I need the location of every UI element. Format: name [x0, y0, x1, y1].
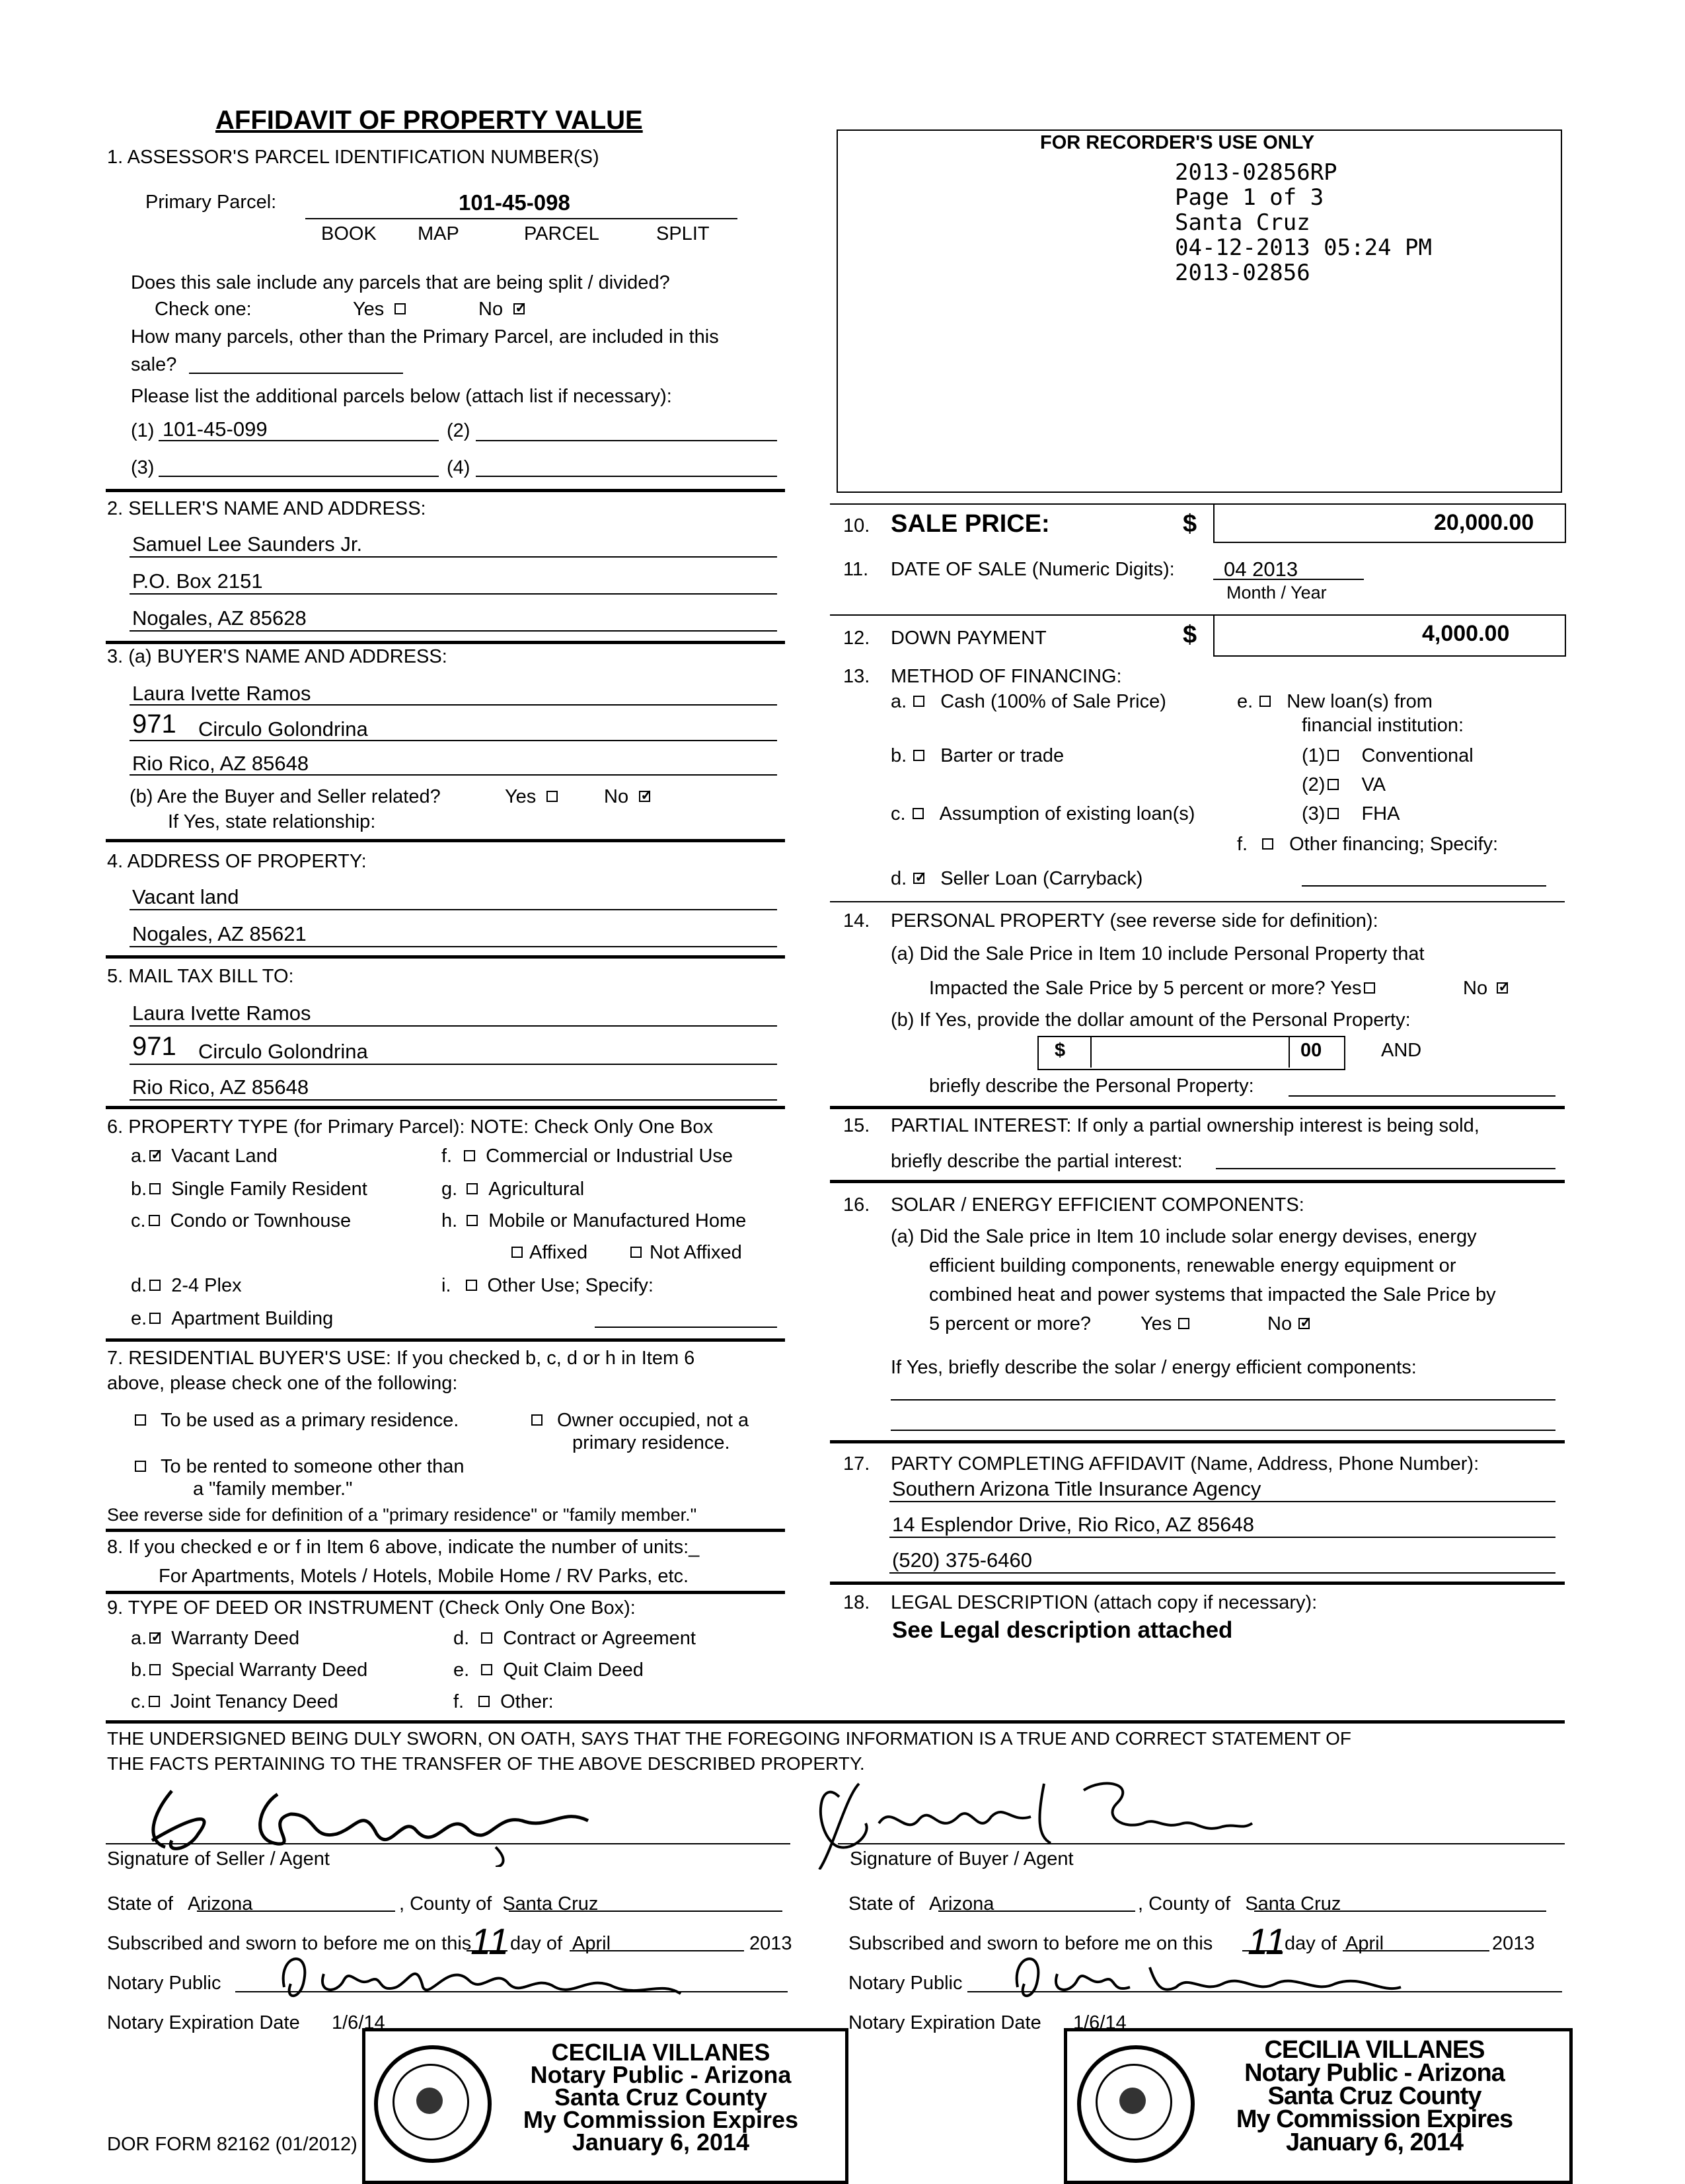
deed-e: e. Quit Claim Deed [453, 1659, 644, 1681]
down-payment-label: DOWN PAYMENT [891, 628, 1047, 649]
personal-and: AND [1381, 1040, 1422, 1061]
recorder-line-5: 2013-02856 [1175, 260, 1310, 286]
other-use-field[interactable] [595, 1327, 777, 1328]
solar-l2: efficient building components, renewable energy equipment or [929, 1255, 1456, 1276]
personal-describe: briefly describe the Personal Property: [929, 1075, 1254, 1097]
party-name[interactable]: Southern Arizona Title Insurance Agency [892, 1477, 1261, 1500]
num-16: 16. [843, 1194, 870, 1216]
buyer-month[interactable]: April [1345, 1933, 1384, 1954]
parcel-1-value[interactable]: 101-45-099 [163, 418, 268, 441]
personal-cents: 00 [1300, 1040, 1322, 1061]
ptype-not-affixed: Not Affixed [628, 1242, 742, 1264]
deed-c: c. Joint Tenancy Deed [131, 1691, 338, 1712]
parcel-2-field[interactable] [476, 440, 777, 441]
mail-tax-name[interactable]: Laura Ivette Ramos [132, 1001, 311, 1025]
seller-stamp-date: January 6, 2014 [572, 2129, 750, 2156]
buyer-label: 3. (a) BUYER'S NAME AND ADDRESS: [107, 646, 447, 667]
recorder-stamp [1175, 160, 1432, 285]
split-question: Does this sale include any parcels that are being split / divided? [131, 272, 670, 293]
parcel-col-map: MAP [418, 223, 459, 244]
buyer-addr2[interactable]: Rio Rico, AZ 85648 [132, 752, 309, 775]
seller-stamp-text [489, 2041, 833, 2154]
ptype-b: b. Single Family Resident [131, 1179, 367, 1200]
deed-a: a.✓ Warranty Deed [131, 1628, 299, 1650]
seller-name[interactable]: Samuel Lee Saunders Jr. [132, 532, 363, 556]
fin-a: a. Cash (100% of Sale Price) [891, 691, 1166, 712]
solar-l1: (a) Did the Sale price in Item 10 include solar energy devises, energy [891, 1226, 1477, 1247]
buyer-day[interactable]: 11 [1248, 1920, 1287, 1962]
sale-price-dollar: $ [1183, 510, 1197, 538]
fin-b: b. Barter or trade [891, 745, 1065, 766]
ptype-a: a.✓ Vacant Land [131, 1146, 278, 1167]
fin-e1: (1) Conventional [1302, 745, 1474, 766]
list-additional-label: Please list the additional parcels below (attach list if necessary): [131, 386, 672, 407]
deed-label: 9. TYPE OF DEED OR INSTRUMENT (Check Only One Box): [107, 1597, 636, 1619]
buyer-subscribed: Subscribed and sworn to before me on this [848, 1933, 1213, 1954]
personal-no-checkbox[interactable] [1497, 982, 1508, 994]
property-type-label: 6. PROPERTY TYPE (for Primary Parcel): NOTE: Check Only One Box [107, 1116, 713, 1138]
fin-d: d.✓ Seller Loan (Carryback) [891, 868, 1142, 890]
num-12: 12. [843, 628, 870, 649]
deed-f: f. Other: [453, 1691, 554, 1712]
parcel-1-label: (1) [131, 420, 155, 441]
split-no: No✓ [478, 299, 527, 320]
ptype-d: d. 2-4 Plex [131, 1275, 242, 1296]
ptype-c-checkbox[interactable] [149, 1215, 160, 1226]
deed-a-checkbox[interactable] [149, 1632, 161, 1644]
buyer-county[interactable]: Santa Cruz [1245, 1893, 1341, 1914]
relationship-label: If Yes, state relationship: [168, 811, 376, 832]
num-11: 11. [843, 559, 869, 580]
residential-note: See reverse side for definition of a "primary residence" or "family member." [107, 1505, 697, 1525]
ptype-e-checkbox[interactable] [149, 1313, 161, 1324]
num-17: 17. [843, 1453, 870, 1474]
property-address-line2[interactable]: Nogales, AZ 85621 [132, 922, 307, 945]
fin-e: e. New loan(s) from [1237, 691, 1433, 712]
down-payment-dollar: $ [1183, 621, 1197, 649]
parcel-3-field[interactable] [159, 476, 439, 477]
seller-day-of: day of [510, 1933, 562, 1954]
solar-no-checkbox[interactable] [1298, 1318, 1310, 1329]
num-18: 18. [843, 1592, 870, 1613]
fin-c-checkbox[interactable] [913, 808, 924, 819]
mail-tax-addr-num[interactable]: 971 [132, 1032, 176, 1061]
buyer-stamp-commission: My Commission Expires [1236, 2105, 1513, 2133]
party-label: PARTY COMPLETING AFFIDAVIT (Name, Address, Phone Number): [891, 1453, 1479, 1474]
property-address-line1[interactable]: Vacant land [132, 885, 239, 908]
deed-e-checkbox[interactable] [481, 1664, 492, 1675]
legal-value: See Legal description attached [892, 1617, 1233, 1643]
ptype-g: g. Agricultural [441, 1179, 585, 1200]
buyer-stamp-name: CECILIA VILLANES [1264, 2036, 1485, 2064]
solar-yes-checkbox[interactable] [1178, 1318, 1189, 1329]
seller-stamp-name: CECILIA VILLANES [551, 2039, 770, 2066]
ptype-h: h. Mobile or Manufactured Home [441, 1210, 747, 1231]
buyer-exp[interactable]: 1/6/14 [1073, 2012, 1127, 2033]
seller-notary-seal [374, 2045, 492, 2163]
recorder-line-3: Santa Cruz [1175, 209, 1310, 236]
primary-parcel-label: Primary Parcel: [145, 192, 277, 213]
seller-addr1[interactable]: P.O. Box 2151 [132, 569, 263, 593]
ptype-i-checkbox[interactable] [466, 1280, 477, 1291]
seller-exp-label: Notary Expiration Date [107, 2012, 300, 2033]
ptype-f-checkbox[interactable] [464, 1150, 475, 1161]
ptype-i: i. Other Use; Specify: [441, 1275, 654, 1296]
down-payment-value: 4,000.00 [1422, 621, 1510, 646]
seller-year[interactable]: 2013 [749, 1933, 792, 1954]
num-15: 15. [843, 1115, 870, 1136]
sale-price-value: 20,000.00 [1434, 510, 1534, 535]
date-of-sale-label: DATE OF SALE (Numeric Digits): [891, 559, 1175, 580]
res-opt-2-checkbox[interactable] [531, 1414, 543, 1426]
res-opt-3: To be rented to someone other than [132, 1456, 464, 1478]
related-no-checkbox[interactable] [639, 791, 650, 802]
seller-stamp-title: Notary Public - Arizona [530, 2061, 792, 2088]
deed-b-checkbox[interactable] [149, 1664, 161, 1675]
party-addr[interactable]: 14 Esplendor Drive, Rio Rico, AZ 85648 [892, 1513, 1254, 1536]
personal-a1: (a) Did the Sale Price in Item 10 include Personal Property that [891, 943, 1425, 965]
mail-tax-label: 5. MAIL TAX BILL TO: [107, 966, 294, 987]
personal-yes-checkbox[interactable] [1364, 982, 1375, 994]
primary-parcel-value[interactable]: 101-45-098 [459, 190, 570, 215]
how-many-field[interactable] [189, 373, 403, 374]
fin-a-checkbox[interactable] [913, 696, 924, 707]
seller-stamp-county: Santa Cruz County [554, 2084, 767, 2111]
parcel-col-book: BOOK [321, 223, 377, 244]
ptype-g-checkbox[interactable] [467, 1183, 478, 1194]
party-phone[interactable]: (520) 375-6460 [892, 1548, 1032, 1572]
solar-label: SOLAR / ENERGY EFFICIENT COMPONENTS: [891, 1194, 1304, 1216]
parcel-4-field[interactable] [476, 476, 777, 477]
fin-c: c. Assumption of existing loan(s) [891, 803, 1195, 824]
seller-day[interactable]: 11 [470, 1920, 509, 1962]
form-title: AFFIDAVIT OF PROPERTY VALUE [215, 106, 643, 135]
buyer-notary-seal [1077, 2045, 1195, 2163]
buyer-notary-signature[interactable] [1004, 1947, 1414, 2007]
sale-price-label: SALE PRICE: [891, 510, 1050, 538]
month-year-label: Month / Year [1226, 583, 1327, 602]
seller-month[interactable]: April [572, 1933, 611, 1954]
down-payment-box[interactable] [1213, 614, 1566, 657]
num-13: 13. [843, 666, 870, 687]
seller-subscribed: Subscribed and sworn to before me on this [107, 1933, 472, 1954]
res-opt-1: To be used as a primary residence. [132, 1410, 459, 1432]
buyer-county-row: , County of Santa Cruz [1138, 1893, 1341, 1914]
personal-a2: Impacted the Sale Price by 5 percent or more? Yes [929, 978, 1378, 1000]
ptype-b-checkbox[interactable] [149, 1183, 161, 1194]
personal-describe-field[interactable] [1289, 1095, 1555, 1097]
mail-tax-addr1[interactable]: Circulo Golondrina [198, 1040, 368, 1063]
seller-exp[interactable]: 1/6/14 [332, 2012, 385, 2033]
not-affixed-checkbox[interactable] [630, 1247, 642, 1258]
ptype-e: e. Apartment Building [131, 1308, 334, 1329]
parcel-col-split: SPLIT [656, 223, 710, 244]
seller-stamp-commission: My Commission Expires [523, 2106, 799, 2133]
related-yes: Yes [505, 786, 560, 808]
seller-county[interactable]: Santa Cruz [502, 1893, 599, 1914]
buyer-exp-label: Notary Expiration Date [848, 2012, 1041, 2033]
split-yes: Yes [353, 299, 408, 320]
residential-label: 7. RESIDENTIAL BUYER'S USE: If you checked b, c, d or h in Item 6 [107, 1348, 695, 1369]
buyer-sig-label: Signature of Buyer / Agent [850, 1848, 1074, 1870]
units-label: 8. If you checked e or f in Item 6 above, indicate the number of units:_ [107, 1537, 700, 1558]
fin-e2: (2) VA [1302, 774, 1386, 795]
seller-state-row: State of Arizona [107, 1893, 253, 1914]
related-no: No✓ [604, 786, 653, 808]
oath-line1: THE UNDERSIGNED BEING DULY SWORN, ON OATH, SAYS THAT THE FOREGOING INFORMATION IS A TRUE AND CORRECT STATEMENT OF [107, 1728, 1351, 1749]
ptype-a-checkbox[interactable] [149, 1150, 161, 1161]
partial-line2: briefly describe the partial interest: [891, 1151, 1183, 1172]
deed-c-checkbox[interactable] [149, 1696, 160, 1707]
mail-tax-addr2[interactable]: Rio Rico, AZ 85648 [132, 1075, 309, 1099]
buyer-notary-label: Notary Public [848, 1973, 963, 1994]
partial-field[interactable] [1216, 1168, 1555, 1169]
fin-e1-checkbox[interactable] [1328, 750, 1339, 761]
ptype-c: c. Condo or Townhouse [131, 1210, 352, 1231]
solar-field-2[interactable] [891, 1430, 1555, 1431]
buyer-name[interactable]: Laura Ivette Ramos [132, 682, 311, 705]
ptype-f: f. Commercial or Industrial Use [441, 1146, 733, 1167]
buyer-addr-num[interactable]: 971 [132, 710, 176, 739]
fin-d-checkbox[interactable] [913, 873, 924, 884]
deed-d: d. Contract or Agreement [453, 1628, 696, 1649]
buyer-stamp-title: Notary Public - Arizona [1244, 2059, 1505, 2087]
buyer-state[interactable]: Arizona [929, 1893, 994, 1914]
financing-label: METHOD OF FINANCING: [891, 666, 1122, 687]
fin-f: f. Other financing; Specify: [1237, 834, 1499, 855]
seller-sig-label: Signature of Seller / Agent [107, 1848, 330, 1870]
legal-label: LEGAL DESCRIPTION (attach copy if necessary): [891, 1592, 1318, 1613]
related-yes-checkbox[interactable] [546, 791, 558, 802]
oath-line2: THE FACTS PERTAINING TO THE TRANSFER OF THE ABOVE DESCRIBED PROPERTY. [107, 1753, 865, 1774]
property-address-label: 4. ADDRESS OF PROPERTY: [107, 851, 367, 872]
seller-addr2[interactable]: Nogales, AZ 85628 [132, 606, 307, 630]
fin-e3: (3) FHA [1302, 803, 1400, 824]
fin-e-checkbox[interactable] [1259, 696, 1271, 707]
fin-e-text2: financial institution: [1302, 715, 1464, 736]
ptype-h-checkbox[interactable] [467, 1215, 478, 1226]
sale-question: sale? [131, 354, 177, 375]
check-one-label: Check one: [155, 299, 252, 320]
personal-dollar: $ [1055, 1040, 1066, 1061]
seller-notary-label: Notary Public [107, 1973, 221, 1994]
solar-no: No✓ [1267, 1313, 1312, 1335]
res-opt-2: Owner occupied, not a [529, 1410, 749, 1432]
personal-no: No✓ [1463, 978, 1511, 1000]
solar-l4: 5 percent or more? [929, 1313, 1092, 1334]
section-1-label: 1. ASSESSOR'S PARCEL IDENTIFICATION NUMBER(S) [107, 147, 599, 168]
partial-line1: PARTIAL INTEREST: If only a partial ownership interest is being sold, [891, 1115, 1479, 1136]
buyer-state-row: State of Arizona [848, 1893, 994, 1914]
residential-label2: above, please check one of the following: [107, 1373, 458, 1394]
buyer-stamp-text [1196, 2036, 1553, 2156]
num-14: 14. [843, 910, 870, 931]
form-number: DOR FORM 82162 (01/2012) [107, 2134, 357, 2155]
solar-yes: Yes [1141, 1313, 1192, 1335]
recorder-line-2: Page 1 of 3 [1175, 184, 1324, 211]
deed-f-checkbox[interactable] [478, 1696, 490, 1707]
split-yes-checkbox[interactable] [394, 303, 406, 314]
buyer-day-of: day of [1285, 1933, 1337, 1954]
fin-b-checkbox[interactable] [913, 750, 924, 761]
recorder-title: FOR RECORDER'S USE ONLY [1040, 132, 1315, 153]
buyer-stamp-county: Santa Cruz County [1267, 2082, 1481, 2110]
solar-field-1[interactable] [891, 1399, 1555, 1401]
date-of-sale-value[interactable]: 04 2013 [1224, 558, 1298, 581]
related-question: (b) Are the Buyer and Seller related? [130, 786, 441, 807]
recorder-line-4: 04-12-2013 05:24 PM [1175, 235, 1432, 261]
parcel-col-parcel: PARCEL [524, 223, 599, 244]
res-opt-2b: primary residence. [572, 1432, 730, 1453]
buyer-year[interactable]: 2013 [1492, 1933, 1535, 1954]
ptype-affixed: Affixed [509, 1242, 587, 1264]
seller-label: 2. SELLER'S NAME AND ADDRESS: [107, 498, 426, 519]
res-opt-3b: a "family member." [193, 1478, 353, 1500]
personal-b1: (b) If Yes, provide the dollar amount of the Personal Property: [891, 1009, 1411, 1031]
other-financing-field[interactable] [1302, 885, 1546, 887]
fin-f-checkbox[interactable] [1262, 838, 1273, 850]
parcel-3-label: (3) [131, 457, 155, 478]
fin-e2-checkbox[interactable] [1328, 779, 1339, 790]
res-opt-1-checkbox[interactable] [135, 1414, 146, 1426]
deed-b: b. Special Warranty Deed [131, 1659, 368, 1681]
buyer-addr1[interactable]: Circulo Golondrina [198, 717, 368, 741]
personal-amount-box[interactable] [1037, 1036, 1345, 1070]
recorder-line-1: 2013-02856RP [1175, 159, 1337, 186]
fin-e3-checkbox[interactable] [1328, 808, 1339, 819]
deed-d-checkbox[interactable] [481, 1632, 492, 1644]
seller-county-row: , County of Santa Cruz [399, 1893, 599, 1914]
parcel-2-label: (2) [447, 420, 470, 441]
split-no-checkbox[interactable] [513, 303, 525, 314]
seller-state[interactable]: Arizona [188, 1893, 253, 1914]
units-sub: For Apartments, Motels / Hotels, Mobile Home / RV Parks, etc. [159, 1566, 689, 1587]
solar-l3: combined heat and power systems that impacted the Sale Price by [929, 1284, 1496, 1305]
affixed-checkbox[interactable] [511, 1247, 523, 1258]
parcel-4-label: (4) [447, 457, 470, 478]
ptype-d-checkbox[interactable] [149, 1280, 161, 1291]
personal-label: PERSONAL PROPERTY (see reverse side for definition): [891, 910, 1378, 931]
num-10: 10. [843, 515, 870, 536]
seller-notary-signature[interactable] [271, 1947, 694, 2007]
how-many-question: How many parcels, other than the Primary Parcel, are included in this [131, 326, 719, 347]
res-opt-3-checkbox[interactable] [135, 1461, 146, 1472]
buyer-stamp-date: January 6, 2014 [1285, 2129, 1464, 2156]
solar-describe: If Yes, briefly describe the solar / energy efficient components: [891, 1357, 1417, 1378]
